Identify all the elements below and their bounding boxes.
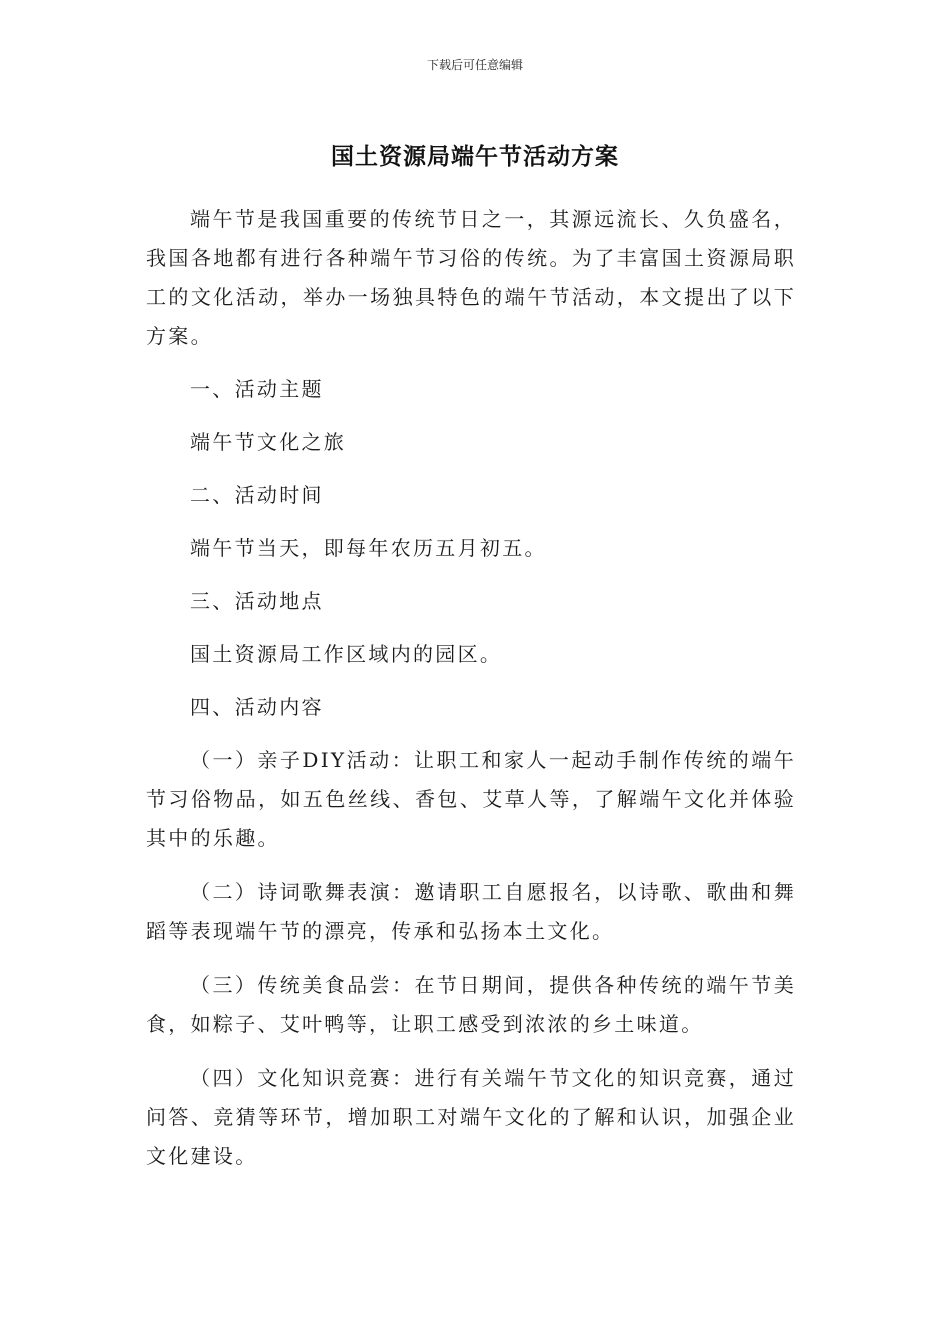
section-heading-time: 二、活动时间 <box>190 483 324 507</box>
section-heading-location: 三、活动地点 <box>190 589 324 613</box>
theme-text: 端午节文化之旅 <box>190 430 347 454</box>
section-heading-content: 四、活动内容 <box>190 695 324 719</box>
intro-paragraph: 端午节是我国重要的传统节日之一，其源远流长、久负盛名，我国各地都有进行各种端午节习俗的传统。为了丰富国土资源局职工的文化活动，举办一场独具特色的端午节活动，本文提出了以下方案。 <box>146 207 796 348</box>
time-text: 端午节当天，即每年农历五月初五。 <box>190 536 547 560</box>
content-item-performance: （二）诗词歌舞表演：邀请职工自愿报名，以诗歌、歌曲和舞蹈等表现端午节的漂亮，传承和弘扬本土文化。 <box>146 880 796 943</box>
content-item-diy: （一）亲子DIY活动：让职工和家人一起动手制作传统的端午节习俗物品，如五色丝线、香包、艾草人等，了解端午文化并体验其中的乐趣。 <box>146 748 796 850</box>
document-title: 国土资源局端午节活动方案 <box>331 144 619 170</box>
section-heading-theme: 一、活动主题 <box>190 377 324 401</box>
location-text: 国土资源局工作区域内的园区。 <box>190 642 503 666</box>
content-item-quiz: （四）文化知识竞赛：进行有关端午节文化的知识竞赛，通过问答、竞猜等环节，增加职工对端午文化的了解和认识，加强企业文化建设。 <box>146 1066 796 1168</box>
content-item-food: （三）传统美食品尝：在节日期间，提供各种传统的端午节美食，如粽子、艾叶鸭等，让职工感受到浓浓的乡土味道。 <box>146 973 796 1036</box>
header-note: 下载后可任意编辑 <box>426 58 523 72</box>
document-body <box>146 200 796 1176</box>
